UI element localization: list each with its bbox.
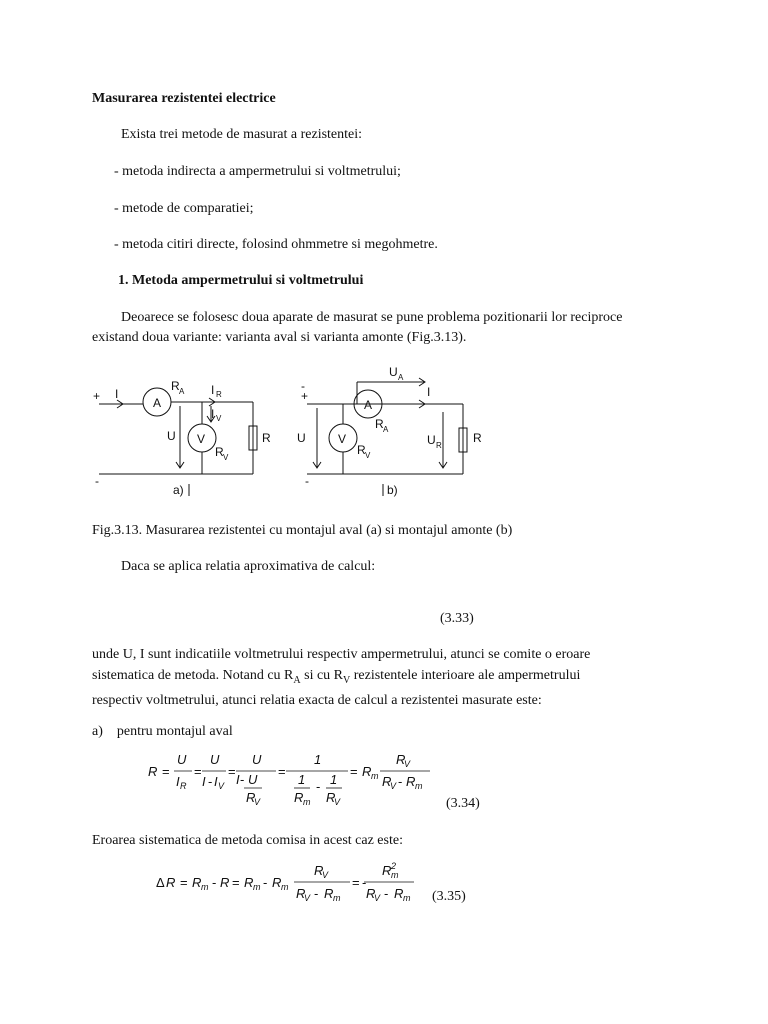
eq-sign: - xyxy=(384,886,389,901)
u-label: U xyxy=(167,429,176,443)
list-item: - metoda citiri directe, folosind ohmmetre si megohmetre. xyxy=(114,237,438,252)
paragraph-line xyxy=(92,666,590,691)
paragraph-line: Eroarea sistematica de metoda comisa in acest caz este: xyxy=(92,833,403,848)
paragraph xyxy=(92,645,590,711)
text-run: si cu R xyxy=(300,667,344,683)
list-item: - metode de comparatiei; xyxy=(114,201,254,216)
eq-sub: m xyxy=(403,893,411,903)
eq-sign: - xyxy=(240,772,245,787)
eq-sign: - xyxy=(208,774,213,789)
eq-sign: = xyxy=(162,764,170,779)
circuit-a xyxy=(93,379,271,497)
eq-sub: m xyxy=(281,882,289,892)
eq-sub: m xyxy=(253,882,261,892)
eq-sub: m xyxy=(201,882,209,892)
eq-sign: = xyxy=(350,764,358,779)
paragraph-line: unde U, I sunt indicatiile voltmetrului respectiv ampermetrului, atunci se comite o eroare xyxy=(92,647,591,662)
subscript: A xyxy=(293,674,301,686)
eq-term: R xyxy=(192,875,202,890)
eq-sign: - xyxy=(398,774,403,789)
eq-term: R xyxy=(294,790,304,805)
eq-term: R xyxy=(244,875,254,890)
eq-sub: m xyxy=(371,771,379,781)
eq-term: R xyxy=(366,886,376,901)
text-run: sistematica de metoda. Notand cu R xyxy=(92,667,294,683)
equation-3-34 xyxy=(140,748,440,810)
eq-sign: = xyxy=(278,764,286,779)
voltmeter-label: V xyxy=(197,432,206,446)
eq-term: R xyxy=(166,875,176,890)
eq-term: R xyxy=(394,886,404,901)
ammeter-label: A xyxy=(153,396,162,410)
rv-label: R xyxy=(357,443,366,457)
eq-sub: m xyxy=(333,893,341,903)
list-item: - metoda indirecta a ampermetrului si voltmetrului; xyxy=(114,164,401,179)
eq-term: R xyxy=(148,764,158,779)
ua-subscript: A xyxy=(398,373,404,382)
eq-term: R xyxy=(314,863,324,878)
eq-term: I xyxy=(202,774,206,789)
iv-label: I xyxy=(211,407,215,421)
eq-sub: V xyxy=(218,781,225,791)
eq-sign: - xyxy=(263,875,268,890)
current-label: I xyxy=(115,387,119,401)
eq-term: R xyxy=(362,764,372,779)
minus-sign: - xyxy=(305,474,309,488)
paragraph-line: respectiv voltmetrului, atunci relatia exacta de calcul a rezistentei masurate este: xyxy=(92,692,542,708)
rv-label: R xyxy=(215,445,224,459)
ammeter-label: A xyxy=(364,398,373,412)
eq-sub: V xyxy=(304,893,311,903)
eq-sub: m xyxy=(391,870,399,880)
eq-term: I xyxy=(236,772,240,787)
figure-label-b: b) xyxy=(387,483,398,497)
paragraph-line: Daca se aplica relatia aproximativa de calcul: xyxy=(121,559,376,574)
eq-term: R xyxy=(220,875,230,890)
eq-term: U xyxy=(252,752,262,767)
eq-sub: V xyxy=(374,893,381,903)
figure-label-a: a) xyxy=(173,483,184,497)
ra-subscript: A xyxy=(179,387,185,396)
paragraph-line: Deoarece se folosesc doua aparate de masurat se pune problema pozitionarii lor reciproce xyxy=(121,310,623,325)
eq-sub: V xyxy=(254,797,261,807)
ur-label: U xyxy=(427,433,436,447)
ra-label: R xyxy=(171,379,180,393)
plus-sign: + xyxy=(301,389,309,403)
equation-3-35 xyxy=(150,860,420,910)
rv-subscript: V xyxy=(223,453,229,462)
ir-label: I xyxy=(211,383,215,397)
eq-term: 1 xyxy=(314,752,322,767)
eq-sub: R xyxy=(180,781,187,791)
eq-sign: = xyxy=(232,875,240,890)
eq-term: R xyxy=(382,863,392,878)
equation-number: (3.33) xyxy=(440,611,474,626)
ra-subscript: A xyxy=(383,425,389,434)
eq-term: R xyxy=(296,886,306,901)
eq-sign: = xyxy=(180,875,188,890)
eq-sub: V xyxy=(322,870,329,880)
eq-term: Δ xyxy=(156,875,165,890)
plus-sign: + xyxy=(93,389,101,403)
eq-sub: V xyxy=(390,781,397,791)
rv-subscript: V xyxy=(365,451,371,460)
ir-subscript: R xyxy=(216,390,222,399)
r-label: R xyxy=(473,431,482,445)
section-heading: 1. Metoda ampermetrului si voltmetrului xyxy=(118,273,364,288)
eq-sub: m xyxy=(303,797,311,807)
minus-sign-top: - xyxy=(301,379,305,393)
ra-label: R xyxy=(375,417,384,431)
u-label: U xyxy=(297,431,306,445)
paragraph-line: existand doua variante: varianta aval si varianta amonte (Fig.3.13). xyxy=(92,330,467,345)
eq-term: R xyxy=(246,790,256,805)
figure-caption: Fig.3.13. Masurarea rezistentei cu montajul aval (a) si montajul amonte (b) xyxy=(92,523,513,538)
eq-sign: - xyxy=(316,779,321,794)
eq-sign: = xyxy=(352,875,360,890)
eq-sub: V xyxy=(404,759,411,769)
eq-term: 1 xyxy=(330,772,338,787)
eq-term: I xyxy=(214,774,218,789)
eq-term: R xyxy=(406,774,416,789)
circuit-diagram xyxy=(85,360,485,505)
intro-text: Exista trei metode de masurat a rezistentei: xyxy=(121,127,363,142)
ur-subscript: R xyxy=(436,441,442,450)
eq-term: I xyxy=(176,774,180,789)
equation-number: (3.35) xyxy=(432,889,466,904)
minus-sign: - xyxy=(95,474,99,488)
eq-term: R xyxy=(396,752,406,767)
eq-term: U xyxy=(177,752,187,767)
eq-term: R xyxy=(272,875,282,890)
circuit-b xyxy=(297,365,482,497)
current-label: I xyxy=(427,385,431,399)
equation-number: (3.34) xyxy=(446,796,480,811)
eq-term: R xyxy=(326,790,336,805)
page-title: Masurarea rezistentei electrice xyxy=(92,91,276,106)
eq-sign: = xyxy=(194,764,202,779)
eq-sign: - xyxy=(212,875,217,890)
eq-term: U xyxy=(210,752,220,767)
subscript: V xyxy=(343,674,351,686)
ua-label: U xyxy=(389,365,398,379)
voltmeter-label: V xyxy=(338,432,347,446)
eq-term: R xyxy=(382,774,392,789)
eq-term: U xyxy=(248,772,258,787)
eq-sub: m xyxy=(415,781,423,791)
eq-sign: = xyxy=(228,764,236,779)
eq-term: 1 xyxy=(298,772,306,787)
eq-term: R xyxy=(324,886,334,901)
iv-subscript: V xyxy=(216,414,222,423)
text-run: rezistentele interioare ale ampermetrului xyxy=(350,667,581,683)
eq-sub: V xyxy=(334,797,341,807)
case-label: a) pentru montajul aval xyxy=(92,724,233,739)
r-label: R xyxy=(262,431,271,445)
eq-sup: 2 xyxy=(391,861,397,871)
eq-sign: - xyxy=(314,886,319,901)
eq-sign: - xyxy=(362,875,367,890)
